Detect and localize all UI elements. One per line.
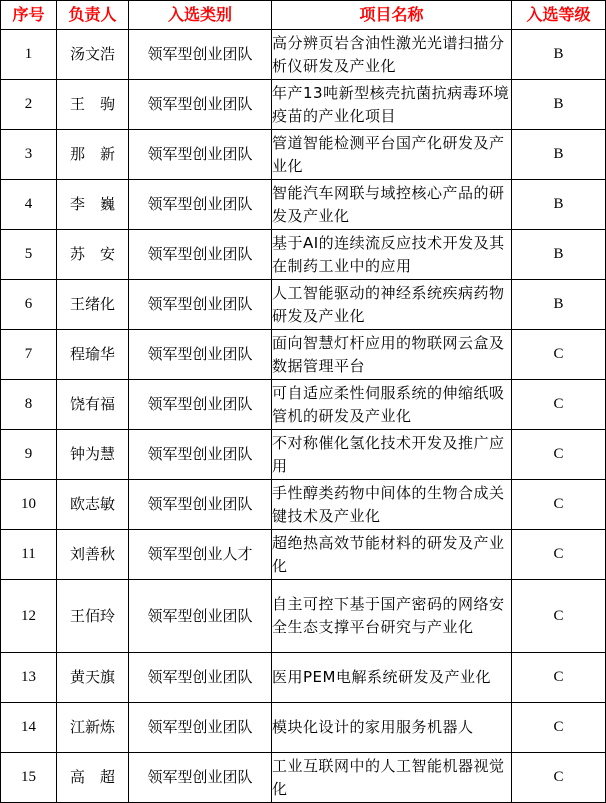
row-grade: B <box>512 80 606 130</box>
header-category: 入选类别 <box>129 1 272 30</box>
row-project: 管道智能检测平台国产化研发及产业化 <box>272 130 512 180</box>
row-category: 领军型创业团队 <box>129 753 272 803</box>
table-row <box>1 380 606 430</box>
table-row <box>1 703 606 753</box>
row-project: 智能汽车网联与域控核心产品的研发及产业化 <box>272 180 512 230</box>
row-no: 15 <box>1 753 57 803</box>
row-no: 5 <box>1 230 57 280</box>
row-no: 7 <box>1 330 57 380</box>
row-no: 14 <box>1 703 57 753</box>
row-project: 超绝热高效节能材料的研发及产业化 <box>272 530 512 580</box>
table-row <box>1 230 606 280</box>
row-grade: C <box>512 480 606 530</box>
row-person: 王佰玲 <box>57 580 129 653</box>
row-no: 3 <box>1 130 57 180</box>
row-category: 领军型创业团队 <box>129 380 272 430</box>
row-no: 11 <box>1 530 57 580</box>
table-row <box>1 280 606 330</box>
row-grade: B <box>512 230 606 280</box>
row-grade: C <box>512 430 606 480</box>
table-row <box>1 80 606 130</box>
table-row <box>1 480 606 530</box>
row-category: 领军型创业团队 <box>129 330 272 380</box>
row-category: 领军型创业团队 <box>129 180 272 230</box>
table-row <box>1 580 606 653</box>
row-no: 1 <box>1 30 57 80</box>
header-project: 项目名称 <box>272 1 512 30</box>
row-person: 王 驹 <box>57 80 129 130</box>
row-category: 领军型创业团队 <box>129 430 272 480</box>
table-row <box>1 180 606 230</box>
row-project: 手性醇类药物中间体的生物合成关键技术及产业化 <box>272 480 512 530</box>
row-person: 钟为慧 <box>57 430 129 480</box>
table-row <box>1 530 606 580</box>
header-row <box>1 1 606 30</box>
table-row <box>1 130 606 180</box>
row-category: 领军型创业团队 <box>129 230 272 280</box>
row-grade: B <box>512 280 606 330</box>
row-person: 王绪化 <box>57 280 129 330</box>
row-person: 汤文浩 <box>57 30 129 80</box>
row-category: 领军型创业团队 <box>129 703 272 753</box>
row-project: 面向智慧灯杆应用的物联网云盒及数据管理平台 <box>272 330 512 380</box>
table-row <box>1 753 606 803</box>
row-grade: C <box>512 753 606 803</box>
header-grade: 入选等级 <box>512 1 606 30</box>
row-person: 高 超 <box>57 753 129 803</box>
row-person: 李 巍 <box>57 180 129 230</box>
row-project: 年产13吨新型核壳抗菌抗病毒环境疫苗的产业化项目 <box>272 80 512 130</box>
row-project: 自主可控下基于国产密码的网络安全生态支撑平台研究与产业化 <box>272 580 512 653</box>
row-category: 领军型创业团队 <box>129 480 272 530</box>
row-person: 欧志敏 <box>57 480 129 530</box>
row-no: 12 <box>1 580 57 653</box>
row-category: 领军型创业人才 <box>129 530 272 580</box>
row-no: 6 <box>1 280 57 330</box>
row-project: 可自适应柔性伺服系统的伸缩纸吸管机的研发及产业化 <box>272 380 512 430</box>
row-person: 苏 安 <box>57 230 129 280</box>
table-row <box>1 30 606 80</box>
table-row <box>1 330 606 380</box>
row-project: 不对称催化氢化技术开发及推广应用 <box>272 430 512 480</box>
row-no: 2 <box>1 80 57 130</box>
row-grade: C <box>512 703 606 753</box>
row-project: 模块化设计的家用服务机器人 <box>272 703 512 753</box>
row-project: 工业互联网中的人工智能机器视觉化 <box>272 753 512 803</box>
row-project: 高分辨页岩含油性激光光谱扫描分析仪研发及产业化 <box>272 30 512 80</box>
row-project: 基于AI的连续流反应技术开发及其在制药工业中的应用 <box>272 230 512 280</box>
row-person: 江新炼 <box>57 703 129 753</box>
row-grade: C <box>512 653 606 703</box>
row-category: 领军型创业团队 <box>129 580 272 653</box>
row-grade: C <box>512 530 606 580</box>
row-grade: B <box>512 180 606 230</box>
table-row <box>1 430 606 480</box>
row-grade: C <box>512 380 606 430</box>
row-person: 那 新 <box>57 130 129 180</box>
row-category: 领军型创业团队 <box>129 30 272 80</box>
row-person: 刘善秋 <box>57 530 129 580</box>
row-project: 医用PEM电解系统研发及产业化 <box>272 653 512 703</box>
row-person: 黄天旗 <box>57 653 129 703</box>
row-category: 领军型创业团队 <box>129 653 272 703</box>
row-category: 领军型创业团队 <box>129 130 272 180</box>
row-no: 9 <box>1 430 57 480</box>
row-no: 13 <box>1 653 57 703</box>
row-category: 领军型创业团队 <box>129 80 272 130</box>
row-grade: B <box>512 130 606 180</box>
row-grade: B <box>512 30 606 80</box>
row-no: 8 <box>1 380 57 430</box>
row-grade: C <box>512 580 606 653</box>
row-category: 领军型创业团队 <box>129 280 272 330</box>
row-person: 饶有福 <box>57 380 129 430</box>
row-project: 人工智能驱动的神经系统疾病药物研发及产业化 <box>272 280 512 330</box>
row-person: 程瑜华 <box>57 330 129 380</box>
row-grade: C <box>512 330 606 380</box>
row-no: 10 <box>1 480 57 530</box>
header-person: 负责人 <box>57 1 129 30</box>
table-row <box>1 653 606 703</box>
row-no: 4 <box>1 180 57 230</box>
header-no: 序号 <box>1 1 57 30</box>
